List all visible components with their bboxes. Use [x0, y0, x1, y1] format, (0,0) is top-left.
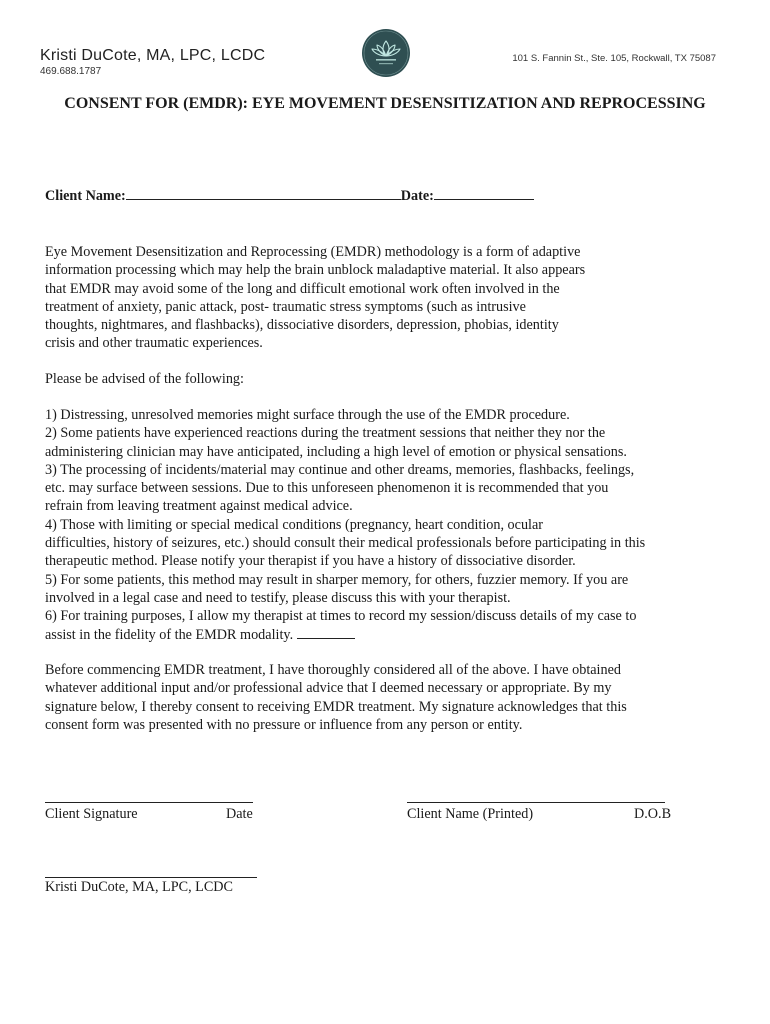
list-line: 5) For some patients, this method may result in sharper memory, for others, fuzzier memory. If you are	[45, 571, 629, 588]
client-printed-name-label: Client Name (Printed)	[407, 806, 534, 822]
advisory-list	[45, 406, 735, 644]
intro-line: crisis and other traumatic experiences.	[45, 335, 263, 352]
list-line: administering clinician may have anticipated, including a high level of emotion or physical sensations.	[45, 443, 627, 460]
intro-paragraph	[45, 243, 735, 353]
list-line: involved in a legal case and need to testify, please discuss this with your therapist.	[45, 589, 511, 606]
date-field[interactable]	[434, 185, 534, 200]
list-line: 6) For training purposes, I allow my therapist at times to record my session/discuss details of my case to	[45, 608, 637, 625]
list-line: difficulties, history of seizures, etc.) should consult their medical professionals before participating in this	[45, 535, 646, 552]
closing-line: whatever additional input and/or professional advice that I deemed necessary or appropriate. By my	[45, 680, 612, 697]
practitioner-phone: 469.688.1787	[40, 66, 102, 77]
client-signature-line[interactable]	[45, 802, 253, 803]
advised-heading-text: Please be advised of the following:	[45, 371, 244, 387]
client-name-field[interactable]	[126, 185, 401, 200]
client-info-row	[45, 185, 534, 205]
initials-field[interactable]	[297, 626, 355, 639]
therapist-signature-label: Kristi DuCote, MA, LPC, LCDC	[45, 879, 233, 895]
practice-address: 101 S. Fannin St., Ste. 105, Rockwall, TX 75087	[512, 53, 716, 64]
lotus-logo-icon	[361, 28, 411, 78]
intro-line: information processing which may help the brain unblock maladaptive material. It also appears	[45, 262, 586, 279]
list-line: etc. may surface between sessions. Due to this unforeseen phenomenon it is recommended that you	[45, 480, 609, 497]
list-line: 1) Distressing, unresolved memories might surface through the use of the EMDR procedure.	[45, 407, 570, 423]
intro-line: treatment of anxiety, panic attack, post- traumatic stress symptoms (such as intrusive	[45, 298, 526, 315]
list-line: refrain from leaving treatment against medical advice.	[45, 498, 353, 515]
intro-line: thoughts, nightmares, and flashbacks), dissociative disorders, depression, phobias, identity	[45, 317, 559, 334]
signature-date-label: Date	[226, 806, 253, 822]
client-signature-label: Client Signature	[45, 806, 138, 822]
advised-heading	[45, 370, 735, 388]
list-line: 4) Those with limiting or special medical conditions (pregnancy, heart condition, ocular	[45, 516, 544, 533]
closing-paragraph	[45, 661, 735, 734]
document-title: CONSENT FOR (EMDR): EYE MOVEMENT DESENSITIZATION AND REPROCESSING	[64, 95, 706, 112]
dob-label: D.O.B	[634, 806, 672, 822]
date-label: Date:	[400, 188, 434, 204]
list-line: therapeutic method. Please notify your therapist if you have a history of dissociative disorder.	[45, 553, 576, 570]
closing-line: Before commencing EMDR treatment, I have thoroughly considered all of the above. I have obtained	[45, 662, 621, 678]
client-printed-name-line[interactable]	[407, 802, 665, 803]
list-last-text: assist in the fidelity of the EMDR modality.	[45, 626, 294, 643]
therapist-signature-line[interactable]	[45, 877, 257, 878]
closing-line: consent form was presented with no pressure or influence from any person or entity.	[45, 716, 523, 733]
client-name-label: Client Name:	[45, 188, 126, 204]
list-line-last	[45, 626, 735, 644]
practitioner-name: Kristi DuCote, MA, LPC, LCDC	[40, 47, 266, 64]
list-line: 2) Some patients have experienced reactions during the treatment sessions that neither they nor the	[45, 425, 606, 442]
intro-line: that EMDR may avoid some of the long and difficult emotional work often involved in the	[45, 280, 560, 297]
closing-line: signature below, I thereby consent to receiving EMDR treatment. My signature acknowledges that this	[45, 698, 627, 715]
list-line: 3) The processing of incidents/material may continue and other dreams, memories, flashbacks, feelings,	[45, 461, 635, 478]
intro-line: Eye Movement Desensitization and Reprocessing (EMDR) methodology is a form of adaptive	[45, 244, 581, 260]
